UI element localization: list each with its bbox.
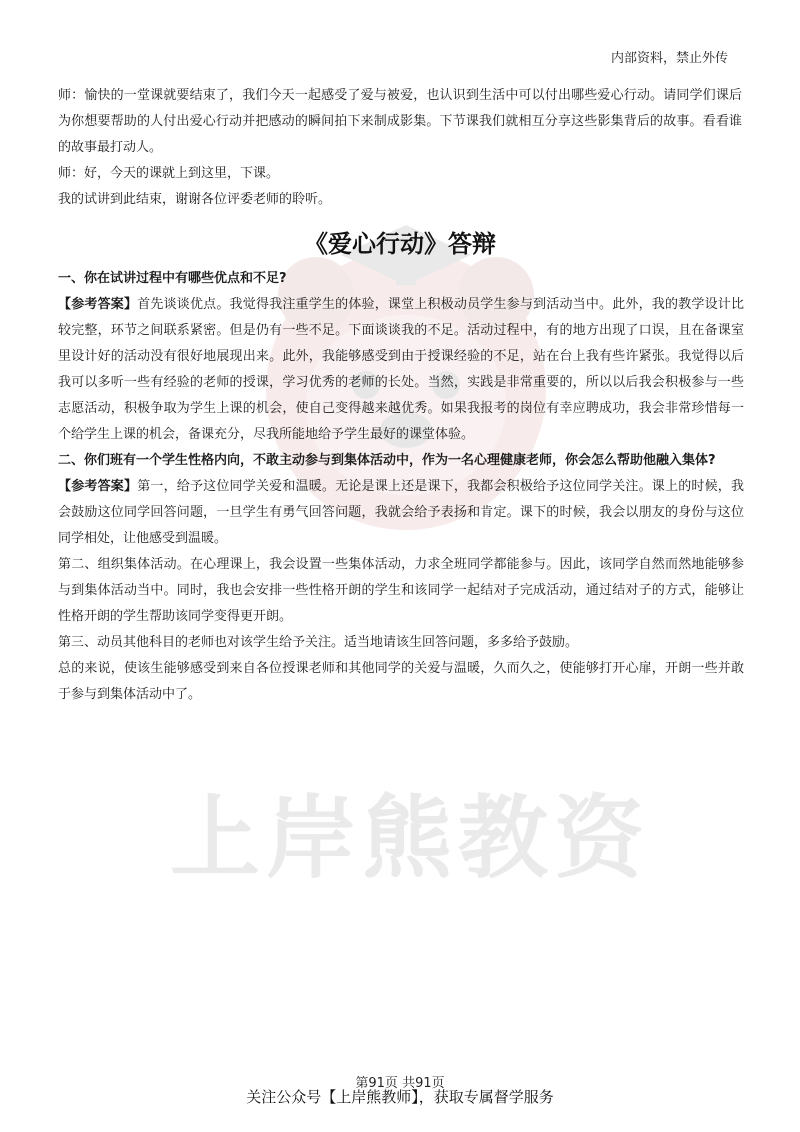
answer-label: 【参考答案】 <box>58 479 138 494</box>
intro-paragraph-2: 师：好，今天的课就上到这里，下课。 <box>58 166 280 181</box>
answer-1 <box>58 292 744 448</box>
question-1: 一、你在试讲过程中有哪些优点和不足? <box>58 271 287 286</box>
watermark-text: 上岸熊教资 <box>170 786 650 891</box>
answer-2 <box>58 474 744 552</box>
qa-section <box>58 266 744 708</box>
intro-paragraph-3: 我的试讲到此结束，谢谢各位评委老师的聆听。 <box>58 192 332 207</box>
header-note: 内部资料，禁止外传 <box>610 51 728 66</box>
intro-paragraph-1: 师：愉快的一堂课就要结束了，我们今天一起感受了爱与被爱，也认识到生活中可以付出哪些爱心行动。请同学们课后为你想要帮助的人付出爱心行动并把感动的瞬间拍下来制成影集。下节课我们就相互分享这些影集背后的故事。看看谁的故事最打动人。 <box>58 88 742 155</box>
answer-label: 【参考答案】 <box>58 297 138 312</box>
page-title: 《爱心行动》答辩 <box>304 230 496 258</box>
answer-1-text: 首先谈谈优点。我觉得我注重学生的体验，课堂上积极动员学生参与到活动当中。此外，我的教学设计比较完整，环节之间联系紧密。但是仍有一些不足。下面谈谈我的不足。活动过程中，有的地方出现了口误，且在备课室里设计好的活动没有很好地展现出来。此外，我能够感受到由于授课经验的不足，站在台上我有些许紧张。我觉得以后我可以多听一些有经验的老师的授课，学习优秀的老师的长处。当然，实践是非常重要的，所以以后我会积极参与一些志愿活动，积极争取为学生上课的机会，使自己变得越来越优秀。如果我报考的岗位有幸应聘成功，我会非常珍惜每一个给学生上课的机会，备课充分，尽我所能地给予学生最好的课堂体验。 <box>58 297 744 442</box>
answer-2-text-2: 第二、组织集体活动。在心理课上，我会设置一些集体活动，力求全班同学都能参与。因此，该同学自然而然地能够参与到集体活动当中。同时，我也会安排一些性格开朗的学生和该同学一起结对子完成活动，通过结对子的方式，能够让性格开朗的学生帮助该同学变得更开朗。 <box>58 557 744 624</box>
page-number: 第91页 共91页 <box>355 1076 445 1091</box>
question-2: 二、你们班有一个学生性格内向，不敢主动参与到集体活动中，作为一名心理健康老师，你会怎么帮助他融入集体? <box>58 453 716 468</box>
intro-section <box>58 83 742 213</box>
answer-2-text-1: 第一，给予这位同学关爱和温暖。无论是课上还是课下，我都会积极给予这位同学关注。课上的时候，我会鼓励这位同学回答问题，一旦学生有勇气回答问题，我就会给予表扬和肯定。课下的时候，我会以朋友的身份与这位同学相处，让他感受到温暖。 <box>58 479 744 546</box>
answer-2-summary: 总的来说，使该生能够感受到来自各位授课老师和其他同学的关爱与温暖，久而久之，使能够打开心扉，开朗一些并敢于参与到集体活动中了。 <box>58 661 744 702</box>
answer-2-text-3: 第三、动员其他科目的老师也对该学生给予关注。适当地请该生回答问题，多多给予鼓励。 <box>58 635 579 650</box>
footer-promo: 关注公众号【上岸熊教师】，获取专属督学服务 <box>246 1088 554 1106</box>
